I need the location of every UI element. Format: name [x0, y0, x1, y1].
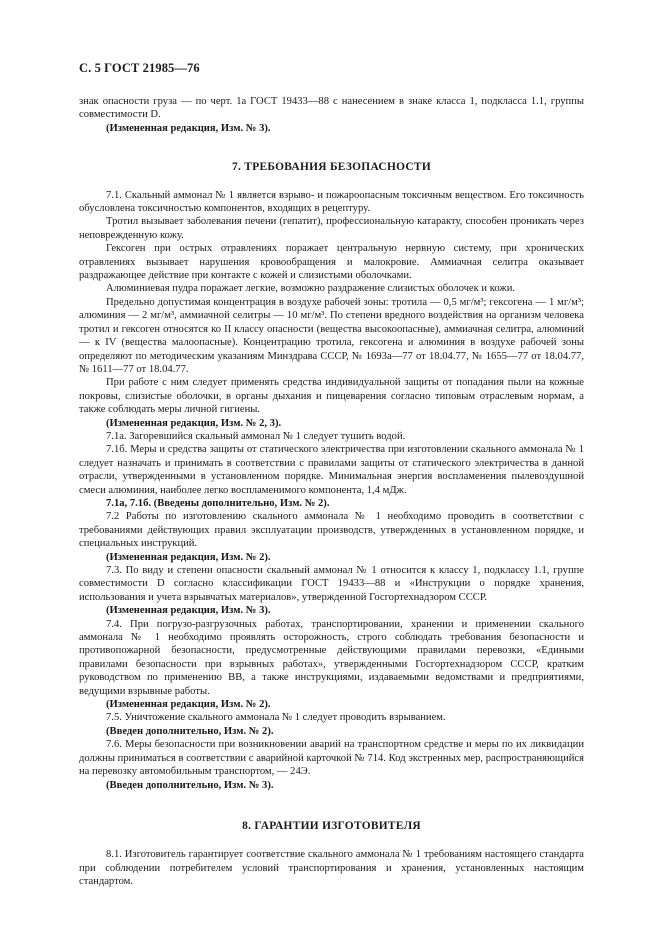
paragraph-7-1a: 7.1а. Загоревшийся скальный аммонал № 1 следует тушить водой. [106, 430, 406, 442]
amendment-note: (Измененная редакция, Изм. № 2). [106, 699, 271, 711]
paragraph-8-1: 8.1. Изготовитель гарантирует соответствие скального аммонала № 1 требованиям настоящего стандарта при соблюдении потребителем условий транспортирования и хранения, установленных настоящим стандартом. [79, 849, 584, 888]
paragraph-7-1b: 7.1б. Меры и средства защиты от статического электричества при изготовлении скального аммонала № 1 следует назначать и принимать в соответствии с правилами защиты от статического электричества в данной отрасли, утвержденными в установленном порядке. Минимальная энергия воспламенения пылевоздушной смеси алюминия, наиболее легко воспламенимого компонента, 1,4 мДж. [79, 444, 584, 496]
paragraph-concentration: Предельно допустимая концентрация в воздухе рабочей зоны: тротила — 0,5 мг/м³; гексогена — 1 мг/м³; алюминия — 2 мг/м³, аммиачной селитры — 10 мг/м³. По степени вредного воздействия на организм человека тротил и гексоген относятся ко II классу опасности (вещества высокоопасные), аммиачная селитра, алюминий — к IV (вещества малоопасные). Концентрацию тротила, гексогена и алюминия в воздухе рабочей зоны определяют по методическим указаниям Минздрава СССР, № 1693а—77 от 18.04.77, № 1655—77 от 18.04.77, № 1611—77 от 18.04.77. [79, 296, 584, 375]
paragraph-trotyl: Тротил вызывает заболевания печени (гепатит), профессиональную катаракту, способен проникать через неповрежденную кожу. [79, 216, 584, 241]
amendment-note: (Измененная редакция, Изм. № 2, 3). [106, 417, 282, 429]
amendment-note: (Измененная редакция, Изм. № 2). [106, 551, 271, 563]
section-7-title: 7. ТРЕБОВАНИЯ БЕЗОПАСНОСТИ [232, 161, 431, 174]
paragraph-7-3: 7.3. По виду и степени опасности скальный аммонал № 1 относится к классу 1, подклассу 1.1, группе совместимости D согласно классификации ГОСТ 19433—88 и «Инструкции о порядке хранения, использования и учета взрывчатых материалов», утвержденной Госгортехнадзором СССР. [79, 565, 584, 603]
section-8-title: 8. ГАРАНТИИ ИЗГОТОВИТЕЛЯ [242, 819, 421, 832]
amendment-note: (Измененная редакция, Изм. № 3). [106, 122, 271, 134]
amendment-note: (Введен дополнительно, Изм. № 3). [106, 779, 274, 791]
amendment-note: (Измененная редакция, Изм. № 3). [106, 605, 271, 617]
document-body [79, 95, 584, 889]
page-header: С. 5 ГОСТ 21985—76 [79, 61, 200, 75]
paragraph-7-4: 7.4. При погрузо-разгрузочных работах, транспортировании, хранении и применении скального аммонала № 1 необходимо проявлять осторожность, строго соблюдать требования безопасности и противопожарной безопасности, предусмотренные действующими правилами перевозки, «Едиными правилами безопасности при взрывных работах», утвержденными Госгортехнадзором СССР, кратким руководством по применению ВВ, а также инструкциями, издаваемыми ведомствами и предприятиями, ведущими взрывные работы. [79, 618, 584, 697]
paragraph-7-6: 7.6. Меры безопасности при возникновении аварий на транспортном средстве и меры по их ликвидации должны приниматься в соответствии с аварийной карточкой № 714. Код экстренных мер, распространяющийся на перевозку автомобильным транспортом, — 24Э. [79, 739, 584, 778]
paragraph-7-2: 7.2 Работы по изготовлению скального аммонала № 1 необходимо проводить в соответствии с требованиями действующих правил эксплуатации производств, утвержденных в установленном порядке, и специальных инструкций. [79, 511, 584, 550]
paragraph-7-1: 7.1. Скальный аммонал № 1 является взрыво- и пожароопасным токсичным веществом. Его токсичность обусловлена токсичностью компонентов, входящих в рецептуру. [79, 189, 584, 215]
amendment-note: 7.1а, 7.1б. (Введены дополнительно, Изм. № 2). [106, 497, 330, 509]
paragraph-protection: При работе с ним следует применять средства индивидуальной защиты от попадания пыли на кожные покровы, слизистые оболочки, в органы дыхания и пищеварения согласно типовым отраслевым нормам, а также соблюдать меры личной гигиены. [79, 377, 584, 416]
amendment-note: (Введен дополнительно, Изм. № 2). [106, 725, 274, 737]
paragraph-hexogen: Гексоген при острых отравлениях поражает центральную нервную систему, при хронических отравлениях вызывает нарушения кровообращения и малокровие. Аммиачная селитра оказывает раздражающее действие при контакте с кожей и слизистыми оболочками. [79, 243, 584, 282]
paragraph-aluminium: Алюминиевая пудра поражает легкие, возможно раздражение слизистых оболочек и кожи. [106, 283, 516, 295]
paragraph-continuation: знак опасности груза — по черт. 1а ГОСТ 19433—88 с нанесением в знаке класса 1, подкласса 1.1, группы совместимости D. [79, 96, 584, 121]
paragraph-7-5: 7.5. Уничтожение скального аммонала № 1 следует проводить взрыванием. [106, 712, 446, 724]
